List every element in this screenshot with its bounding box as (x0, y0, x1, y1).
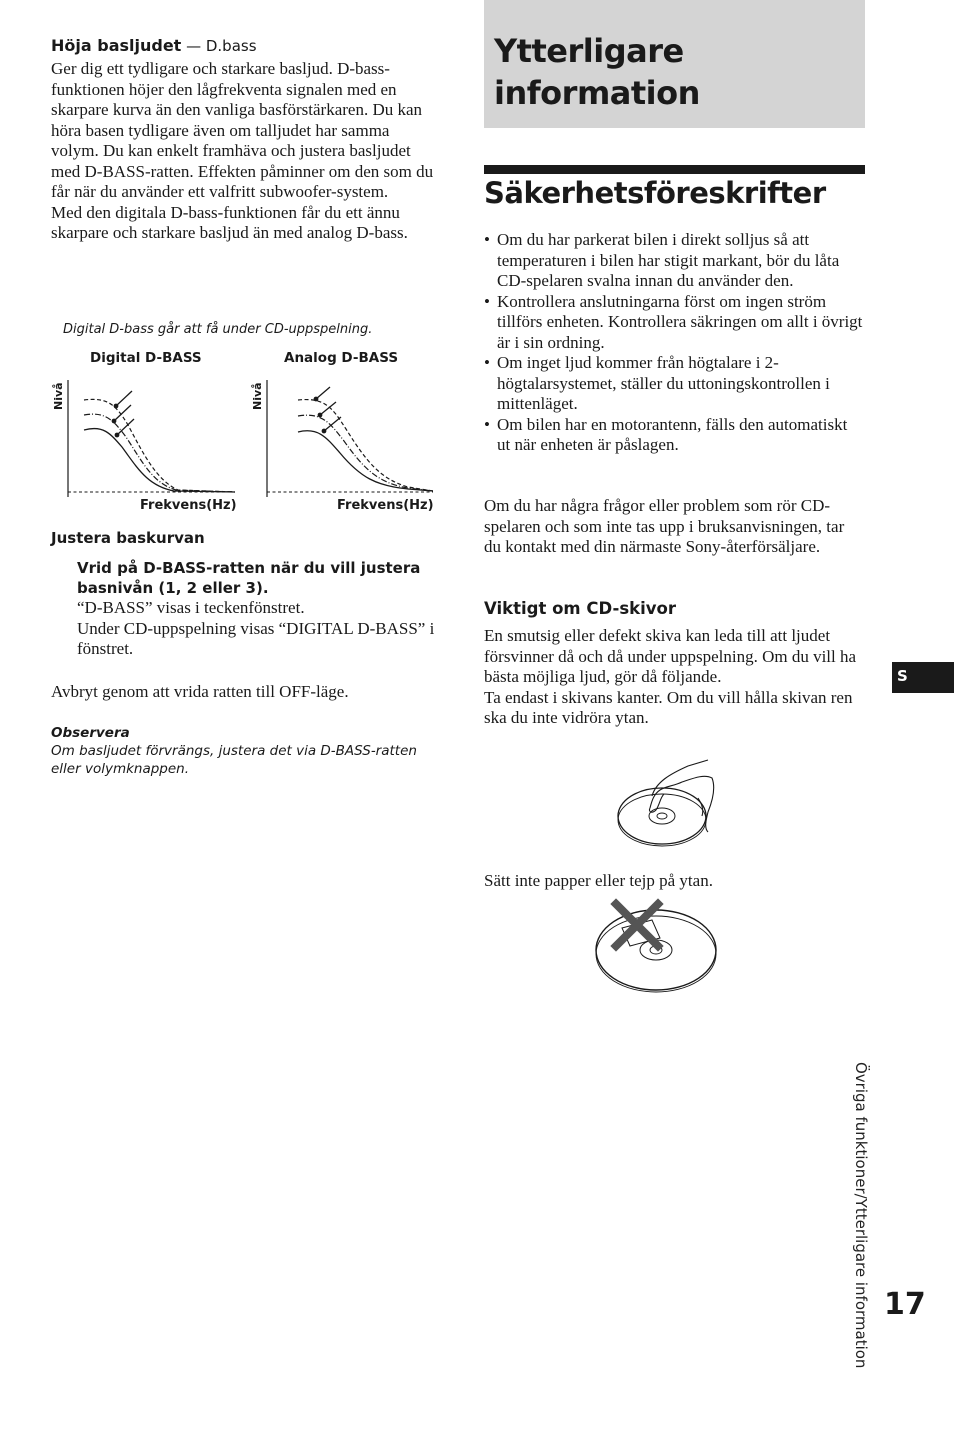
language-tab (892, 662, 954, 693)
section-title: Säkerhetsföreskrifter (484, 176, 826, 210)
dbass-heading (51, 36, 436, 55)
cd-no-tape-illustration (594, 898, 722, 998)
dbass-graphs (48, 345, 443, 517)
graph-left-x-label: Frekvens(Hz) (140, 498, 237, 513)
graph-left-title: Digital D-BASS (90, 350, 202, 366)
digital-dbass-description: Med den digitala D-bass-funktionen får du ett ännu skarpare och starkare basljud än med analog D-bass. (51, 202, 408, 242)
graph-right-title: Analog D-BASS (284, 350, 399, 366)
cd-hold-illustration (612, 758, 727, 850)
figure-caption: Digital D-bass går att få under CD-uppspelning. (63, 322, 373, 337)
chapter-title-box (484, 0, 865, 128)
list-item: • Om inget ljud kommer från högtalare i 2-högtalarsystemet, ställer du uttoningskontrollen i mittenläget. (484, 353, 864, 415)
graph-left (52, 380, 237, 513)
adjust-heading: Justera baskurvan (51, 529, 205, 547)
cd-paragraph-1: En smutsig eller defekt skiva kan leda till att ljudet försvinner då och då under uppspelning. Om du vill ha bästa möjliga ljud, gör då följande. (484, 626, 857, 686)
adjust-step-instruction: Vrid på D-BASS-ratten när du vill justera basnivån (1, 2 eller 3). (77, 559, 421, 597)
page-number: 17 (884, 1287, 926, 1322)
safety-list (484, 230, 864, 456)
chapter-title-line-1: Ytterligare (494, 32, 684, 70)
observe-note (51, 724, 421, 778)
side-section-label: Övriga funktioner/Ytterligare information (852, 1062, 870, 1369)
observe-title: Observera (51, 725, 130, 741)
dbass-description: Ger dig ett tydligare och starkare basljud. D-bass-funktionen höjer den lågfrekventa signalen med en skarpare kurva än den vanliga basförstärkaren. Du kan höra basen tydligare även om talljudet har samma volym. Du kan enkelt framhäva och justera basljudet med D-BASS-ratten. Effekten påminner om den som du får när du använder ett valfritt subwoofer-system. (51, 59, 434, 201)
graph-left-y-label: Nivå (52, 382, 65, 410)
dbass-heading-main: Höja basljudet (51, 36, 182, 55)
no-tape-text: Sätt inte papper eller tejp på ytan. (484, 871, 713, 890)
section-rule (484, 165, 865, 174)
graph-right-y-label: Nivå (251, 382, 264, 410)
list-item: • Om bilen har en motorantenn, fälls den automatiskt ut när enheten är påslagen. (484, 415, 864, 456)
adjust-step (77, 558, 437, 660)
cd-text (484, 626, 864, 729)
language-tab-label: S (897, 667, 908, 685)
list-item: • Om du har parkerat bilen i direkt solljus så att temperaturen i bilen har stigit markant, bör du låta CD-spelaren svalna innan du använder den. (484, 230, 864, 292)
list-item: • Kontrollera anslutningarna först om ingen ström tillförs enheten. Kontrollera säkringen om allt i övrigt är i sin ordning. (484, 292, 864, 354)
cd-paragraph-2: Ta endast i skivans kanter. Om du vill hålla skivan ren ska du inte vidröra ytan. (484, 687, 853, 727)
chapter-title-line-2: information (494, 74, 700, 112)
adjust-step-note-2: Under CD-uppspelning visas “DIGITAL D-BASS” i fönstret. (77, 618, 435, 658)
dbass-heading-sub: — D.bass (181, 37, 257, 55)
cd-heading: Viktigt om CD-skivor (484, 599, 677, 618)
adjust-step-note-1: “D-BASS” visas i teckenfönstret. (77, 598, 305, 617)
graph-right (251, 380, 434, 513)
chapter-title (494, 30, 700, 114)
contact-paragraph: Om du har några frågor eller problem som rör CD-spelaren och som inte tas upp i bruksanvisningen, tar du kontakt med din närmaste Sony-återförsäljare. (484, 496, 845, 556)
observe-text: Om basljudet förvrängs, justera det via D-BASS-ratten eller volymknappen. (51, 743, 417, 777)
left-column (51, 36, 436, 244)
graph-right-x-label: Frekvens(Hz) (337, 498, 434, 513)
cancel-text: Avbryt genom att vrida ratten till OFF-läge. (51, 682, 349, 701)
